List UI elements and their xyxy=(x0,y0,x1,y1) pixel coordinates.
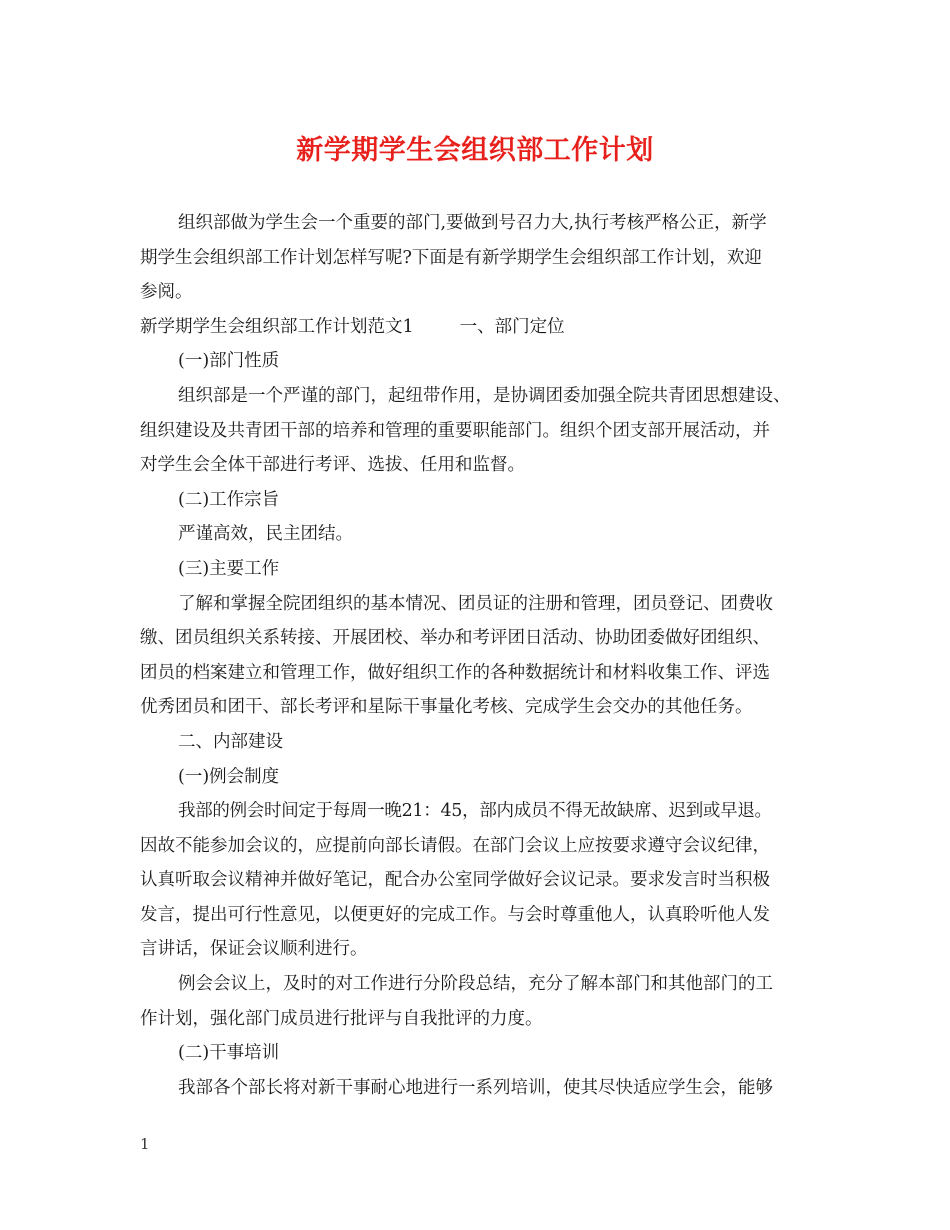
paragraph-line: 我部的例会时间定于每周一晚21：45，部内成员不得无故缺席、迟到或早退。 xyxy=(178,801,772,822)
subsection-heading: (一)部门性质 xyxy=(178,351,280,372)
paragraph-line: 了解和掌握全院团组织的基本情况、团员证的注册和管理，团员登记、团费收 xyxy=(178,593,773,614)
paragraph-line: 参阅。 xyxy=(140,282,193,303)
paragraph-line: 组织部是一个严谨的部门，起纽带作用，是协调团委加强全院共青团思想建设、 xyxy=(178,385,791,406)
paragraph-line: 例会会议上，及时的对工作进行分阶段总结，充分了解本部门和其他部门的工 xyxy=(178,974,773,995)
subsection-heading: (二)工作宗旨 xyxy=(178,489,280,510)
paragraph-line: 我部各个部长将对新干事耐心地进行一系列培训，使其尽快适应学生会，能够 xyxy=(178,1077,773,1098)
paragraph-line: 对学生会全体干部进行考评、选拔、任用和监督。 xyxy=(140,455,525,476)
paragraph-line: 期学生会组织部工作计划怎样写呢?下面是有新学期学生会组织部工作计划，欢迎 xyxy=(140,247,762,268)
paragraph-line xyxy=(140,310,830,345)
section-heading: 二、内部建设 xyxy=(178,731,283,752)
document-title: 新学期学生会组织部工作计划 xyxy=(296,135,654,166)
subsection-heading: (一)例会制度 xyxy=(178,766,280,787)
sample-heading: 新学期学生会组织部工作计划范文1 xyxy=(140,316,414,337)
section-heading: 一、部门定位 xyxy=(459,316,565,337)
paragraph-line: 组织部做为学生会一个重要的部门,要做到号召力大,执行考核严格公正，新学 xyxy=(178,213,767,233)
paragraph-line: 组织建设及共青团干部的培养和管理的重要职能部门。组织个团支部开展活动，并 xyxy=(140,420,770,441)
paragraph-line: 认真听取会议精神并做好笔记，配合办公室同学做好会议记录。要求发言时当积极 xyxy=(140,870,770,891)
paragraph-line: 作计划，强化部门成员进行批评与自我批评的力度。 xyxy=(140,1008,543,1029)
paragraph-line: 缴、团员组织关系转接、开展团校、举办和考评团日活动、协助团委做好团组织、 xyxy=(140,628,770,649)
paragraph-line: 因故不能参加会议的，应提前向部长请假。在部门会议上应按要求遵守会议纪律， xyxy=(140,835,770,856)
paragraph-line: 团员的档案建立和管理工作，做好组织工作的各种数据统计和材料收集工作、评选 xyxy=(140,662,770,683)
paragraph-line: 言讲话，保证会议顺利进行。 xyxy=(140,939,368,960)
paragraph-line: 发言，提出可行性意见，以便更好的完成工作。与会时尊重他人，认真聆听他人发 xyxy=(140,904,770,925)
paragraph-line: 严谨高效，民主团结。 xyxy=(178,524,353,545)
page-number: 1 xyxy=(140,1135,150,1153)
paragraph-line: 优秀团员和团干、部长考评和星际干事量化考核、完成学生会交办的其他任务。 xyxy=(140,697,753,718)
subsection-heading: (三)主要工作 xyxy=(178,558,280,579)
subsection-heading: (二)干事培训 xyxy=(178,1043,280,1064)
document-body xyxy=(140,206,830,1105)
